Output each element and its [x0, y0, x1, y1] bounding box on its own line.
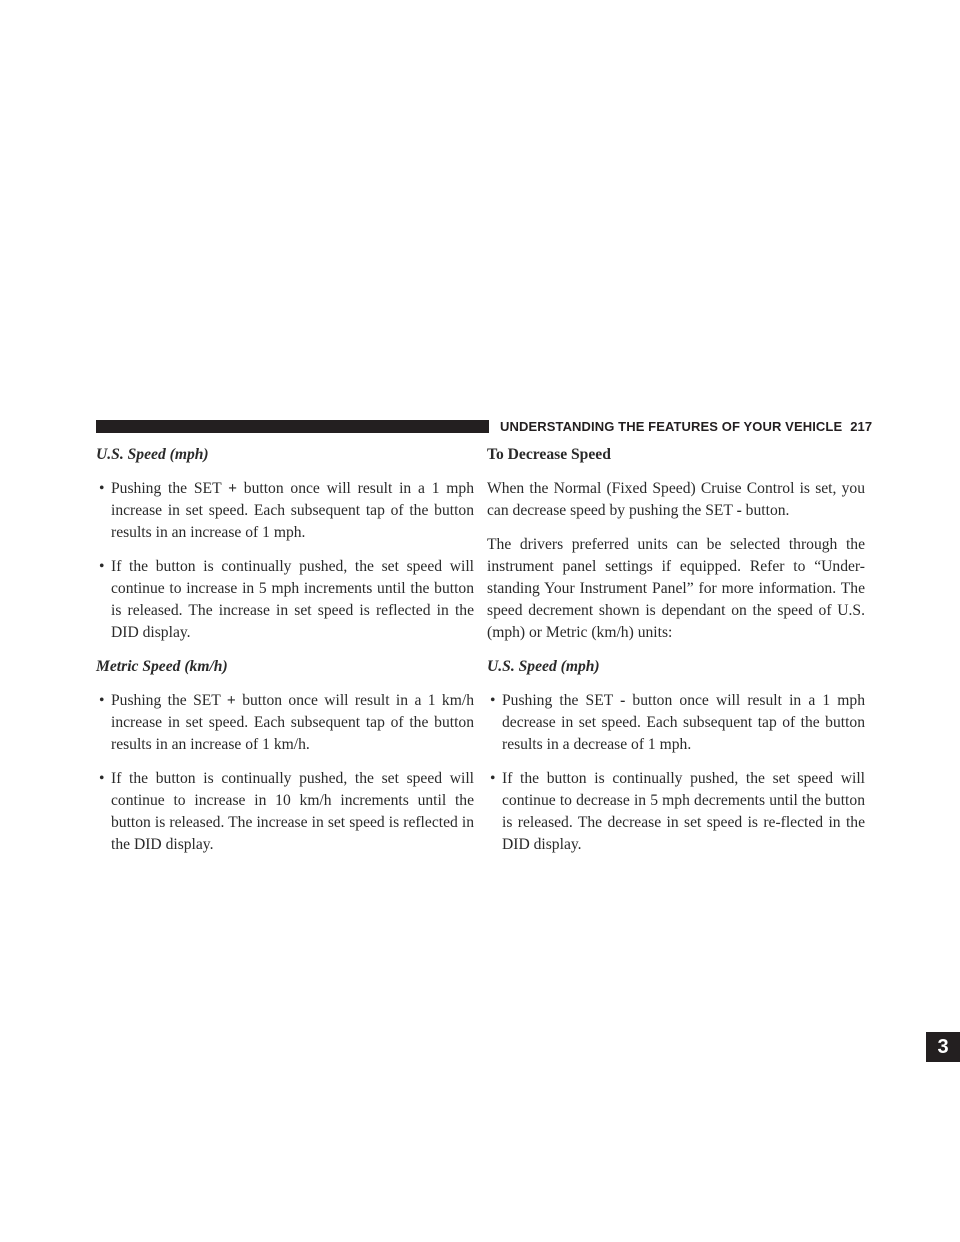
minus-symbol: - — [736, 502, 742, 519]
list-item: • Pushing the SET + button once will result in a 1 mph increase in set speed. Each subsequent tap of the button results in an increase of 1 mph. — [99, 480, 475, 541]
header-rule — [96, 420, 489, 433]
plus-symbol: + — [226, 692, 236, 709]
bullet-glyph: • — [99, 770, 105, 787]
bullet-glyph: • — [490, 692, 496, 709]
bullet-glyph: • — [490, 770, 496, 787]
list-item: • If the button is continually pushed, the set speed will continue to increase in 5 mph increments until the button is released. The increase in set speed is reflected in the DID display. — [99, 558, 474, 641]
bullet-glyph: • — [99, 558, 105, 575]
minus-symbol: - — [620, 692, 626, 709]
units-paragraph: The drivers preferred units can be selected through the instrument panel settings if equipped. Refer to “Under-standing Your Instrument Panel” for more information. The speed decrement shown is dependant on the speed of U.S. (mph) or Metric (km/h) units: — [487, 536, 865, 641]
metric-increase-list — [96, 690, 474, 856]
us-speed-heading: U.S. Speed (mph) — [487, 658, 600, 675]
list-item: • Pushing the SET + button once will result in a 1 km/h increase in set speed. Each subsequent tap of the button results in an increase of 1 km/h. — [99, 692, 474, 753]
bullet-glyph: • — [99, 480, 105, 497]
header-title: UNDERSTANDING THE FEATURES OF YOUR VEHICLE — [500, 419, 843, 434]
decrease-speed-heading: To Decrease Speed — [487, 446, 611, 463]
list-item: • If the button is continually pushed, the set speed will continue to increase in 10 km/h increments until the button is released. The increase in set speed is reflected in the DID display. — [99, 770, 474, 853]
us-speed-heading: U.S. Speed (mph) — [96, 446, 209, 463]
decrease-intro-paragraph: When the Normal (Fixed Speed) Cruise Control is set, you can decrease speed by pushing the SET - button. — [487, 480, 865, 519]
list-item: • If the button is continually pushed, the set speed will continue to decrease in 5 mph decrements until the button is released. The decrease in set speed is re-flected in the DID display. — [490, 770, 865, 853]
list-item: • Pushing the SET - button once will result in a 1 mph decrease in set speed. Each subsequent tap of the button results in a decrease of 1 mph. — [490, 692, 866, 753]
running-header — [500, 419, 872, 434]
left-column — [96, 444, 474, 868]
metric-speed-heading: Metric Speed (km/h) — [96, 658, 228, 675]
us-decrease-list — [487, 690, 865, 856]
chapter-tab: 3 — [926, 1032, 960, 1062]
right-column — [487, 444, 865, 868]
plus-symbol: + — [228, 480, 237, 497]
page-number: 217 — [850, 419, 873, 434]
bullet-glyph: • — [99, 692, 105, 709]
us-increase-list — [96, 478, 474, 644]
